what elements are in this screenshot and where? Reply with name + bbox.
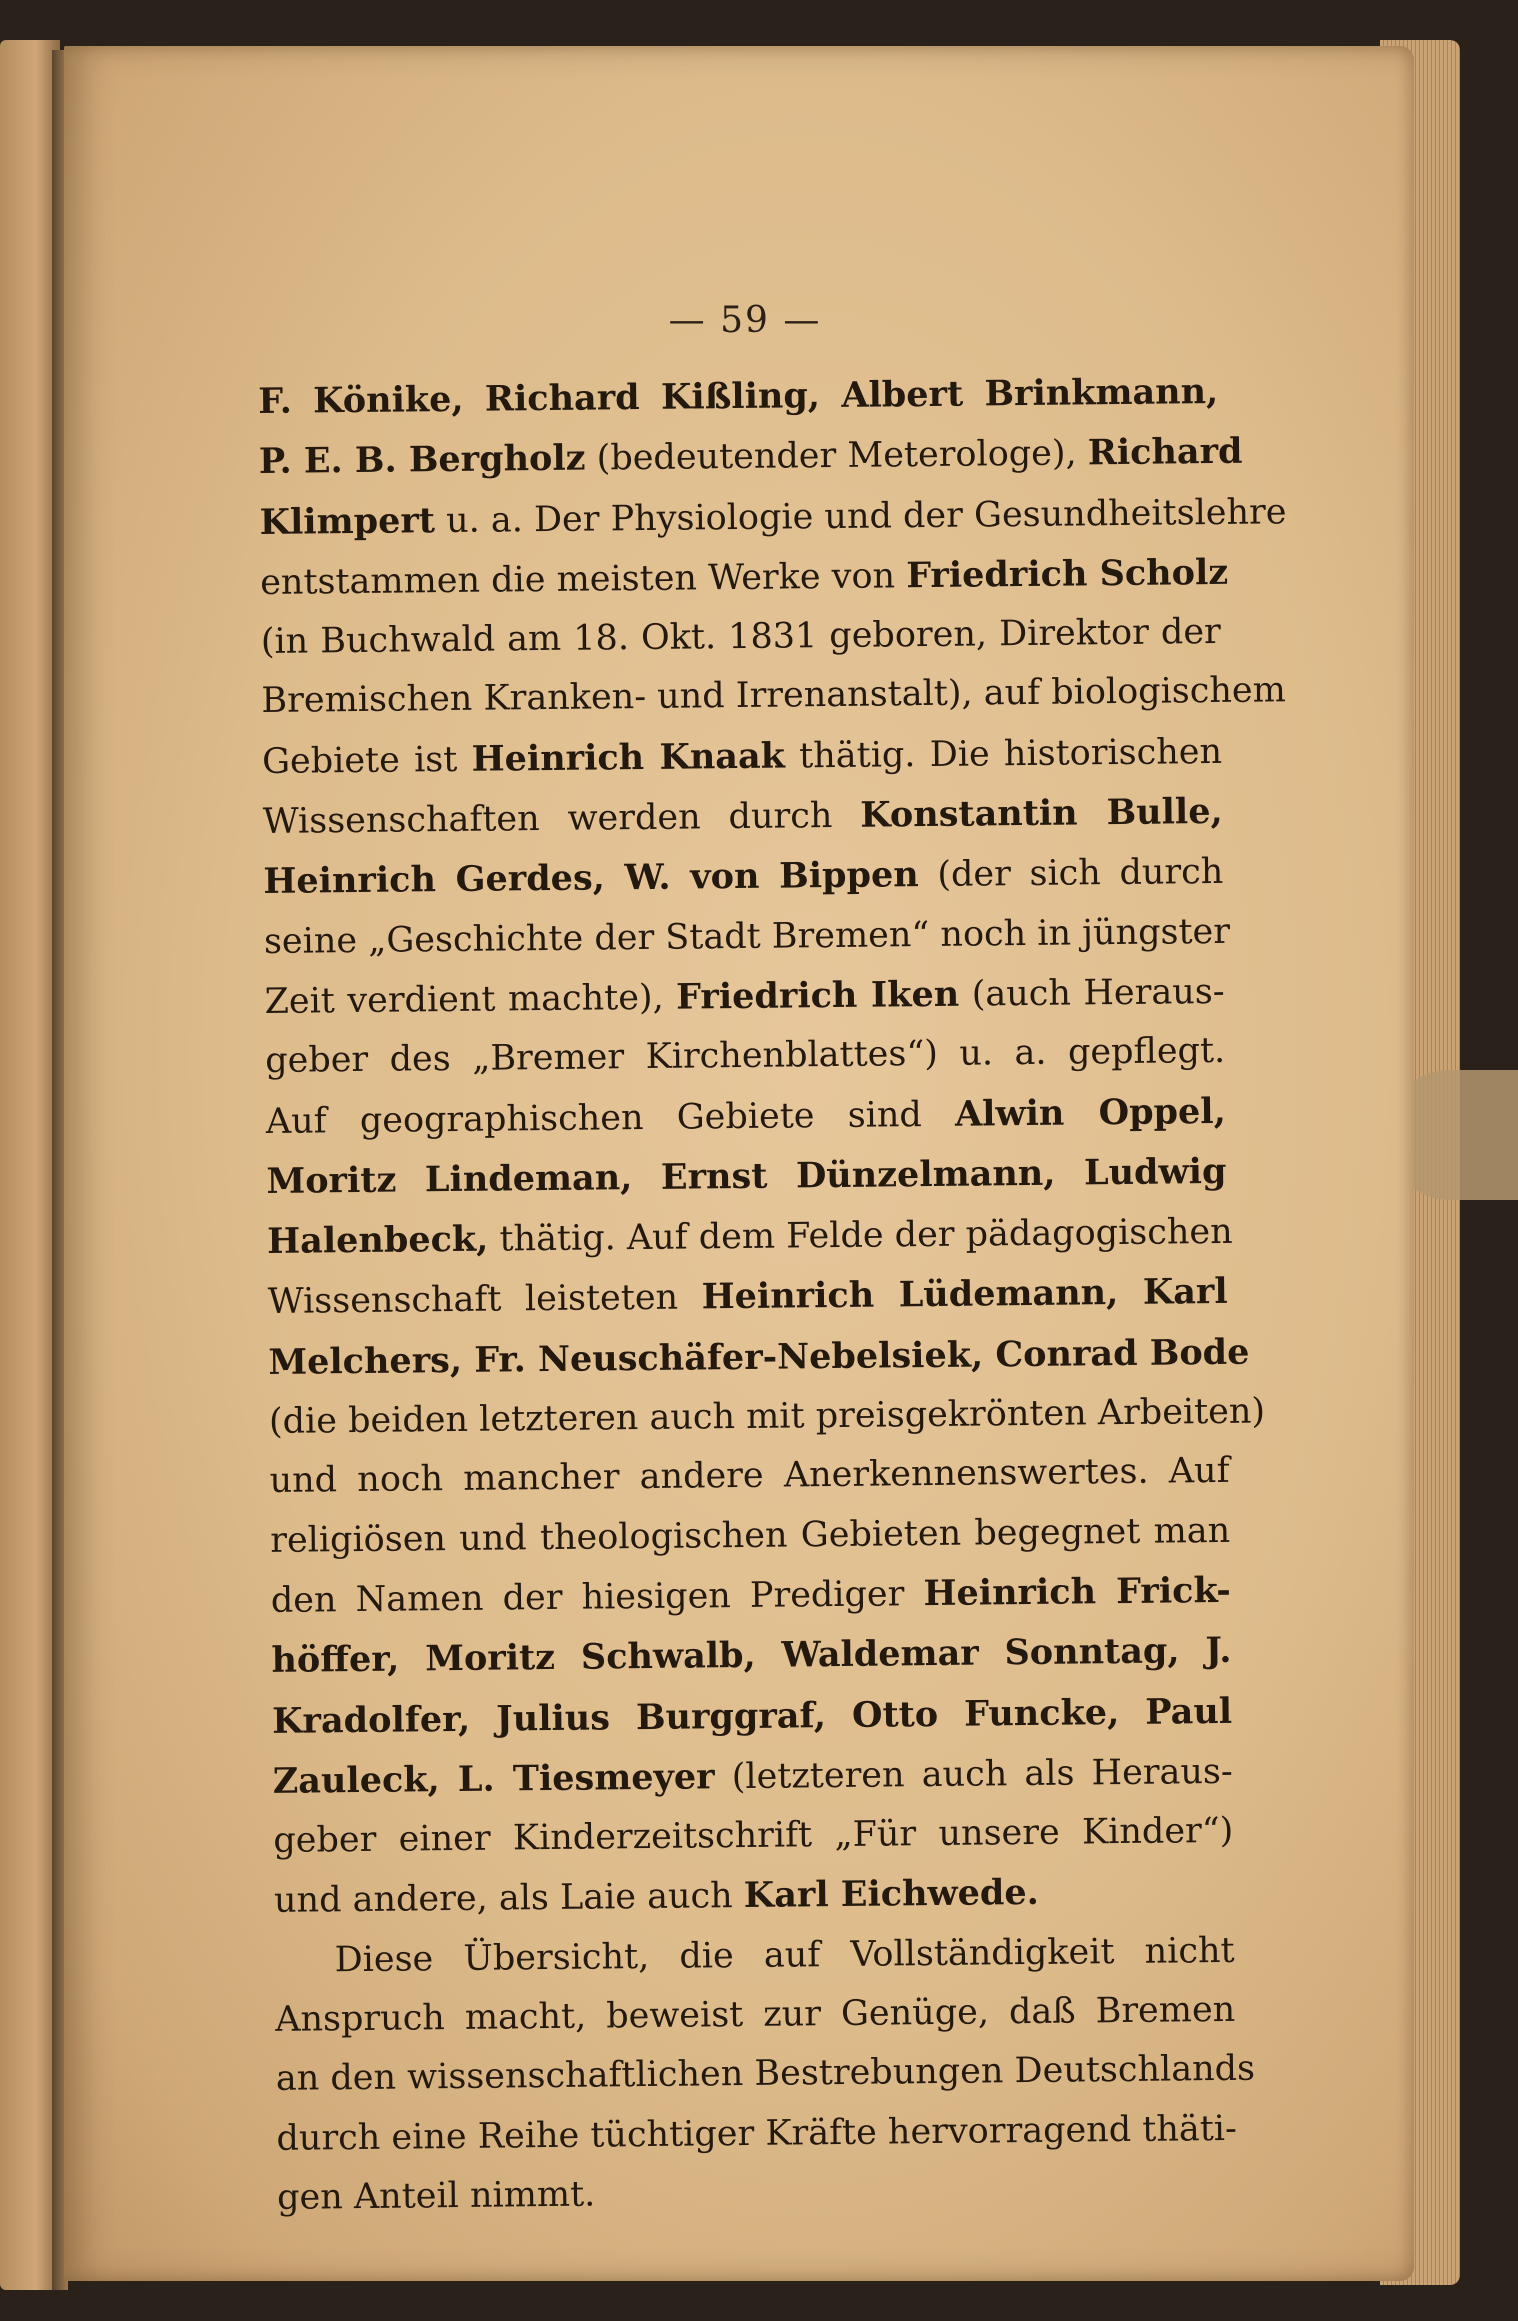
left-page-edge xyxy=(0,40,60,2290)
name-text: Kradolfer, Julius Burggraf, Otto Funcke, Paul xyxy=(271,1690,1233,1742)
text-run: und noch mancher andere Anerkennenswertes. Auf xyxy=(269,1451,1230,1502)
name-text: F. Könike, Richard Kißling, Albert Brinkmann, xyxy=(258,370,1219,422)
text-line xyxy=(261,662,1286,731)
body-text xyxy=(258,362,1287,2228)
text-line xyxy=(262,722,1223,792)
text-line xyxy=(274,1861,1235,1931)
text-line xyxy=(259,483,1287,553)
text-run: Gebiete ist xyxy=(261,739,472,782)
text-line xyxy=(274,1922,1235,1991)
text-run: Diese Übersicht, die auf Vollständigkeit nicht xyxy=(334,1930,1235,1981)
text-line xyxy=(263,903,1231,972)
text-run: (letzteren auch als Heraus- xyxy=(714,1751,1233,1798)
name-text: Heinrich Lüdemann, Karl xyxy=(701,1271,1228,1318)
name-text: Alwin Oppel, xyxy=(954,1090,1227,1135)
text-run: an den wissenschaftlichen Bestrebungen Deutschlands xyxy=(275,2048,1256,2100)
name-text: Klimpert xyxy=(259,499,436,543)
text-line xyxy=(262,782,1223,852)
name-text: höffer, Moritz Schwalb, Waldemar Sonntag, J. xyxy=(271,1630,1232,1682)
text-run: u. a. Der Physiologie und der Gesundheitslehre xyxy=(434,491,1287,541)
text-run: thätig. Auf dem Felde der pädagogischen xyxy=(488,1211,1233,1260)
text-line xyxy=(266,1202,1233,1272)
text-run: Bremischen Kranken- und Irrenanstalt), auf biologischem xyxy=(261,670,1286,722)
text-line xyxy=(275,2040,1256,2109)
text-line xyxy=(259,543,1229,613)
name-text: P. E. B. Bergholz xyxy=(258,437,586,483)
text-line xyxy=(271,1561,1232,1631)
name-text: Melchers, Fr. Neuschäfer-Nebelsiek, Conrad Bode xyxy=(268,1331,1250,1383)
text-line xyxy=(258,362,1219,432)
text-line xyxy=(272,1681,1233,1751)
name-text: Heinrich Gerdes, W. von Bippen xyxy=(263,854,919,903)
text-run: und andere, als Laie auch xyxy=(273,1876,745,1922)
page-number: — 59 — xyxy=(668,300,822,341)
text-line xyxy=(276,2099,1237,2168)
text-run: (in Buchwald am 18. Okt. 1831 geboren, Direktor der xyxy=(260,612,1221,663)
name-text: Karl Eichwede. xyxy=(743,1872,1040,1917)
name-text: Moritz Lindeman, Ernst Dünzelmann, Ludwig xyxy=(266,1150,1227,1202)
text-line xyxy=(270,1502,1231,1571)
text-run: thätig. Die historischen xyxy=(784,731,1223,777)
text-run: seine „Geschichte der Stadt Bremen“ noch in jüngster xyxy=(263,911,1231,962)
text-line xyxy=(275,1981,1236,2050)
text-run: (bedeutender Meterologe), xyxy=(585,433,1089,479)
name-text: Heinrich Knaak xyxy=(471,735,786,780)
text-run: Zeit verdient machte), xyxy=(264,977,677,1022)
name-text: Heinrich Frick- xyxy=(923,1569,1232,1615)
name-text: Richard xyxy=(1087,430,1243,474)
text-line xyxy=(261,603,1222,672)
text-run: religiösen und theologischen Gebieten begegnet man xyxy=(270,1510,1231,1561)
text-run: (auch Heraus- xyxy=(959,971,1225,1015)
name-text: Friedrich Scholz xyxy=(905,551,1229,597)
text-line xyxy=(264,962,1225,1032)
text-line xyxy=(266,1142,1227,1212)
text-line xyxy=(272,1742,1233,1812)
text-run: (die beiden letzteren auch mit preisgekrönten Arbeiten) xyxy=(268,1391,1266,1442)
text-line xyxy=(258,422,1243,492)
text-run: Auf geographischen Gebiete sind xyxy=(265,1094,956,1142)
text-run: Wissenschaft leisteten xyxy=(267,1277,702,1323)
text-line xyxy=(265,1022,1226,1091)
text-line xyxy=(269,1442,1230,1511)
text-line xyxy=(277,2159,1238,2228)
text-run: den Namen der hiesigen Prediger xyxy=(270,1574,924,1621)
name-text: Konstantin Bulle, xyxy=(860,791,1223,836)
text-run: gen Anteil nimmt. xyxy=(276,2174,596,2218)
name-text: Zauleck, L. Tiesmeyer xyxy=(272,1756,715,1802)
text-run: geber des „Bremer Kirchenblattes“) u. a. gepflegt. xyxy=(265,1031,1226,1082)
text-run: entstammen die meisten Werke von xyxy=(259,556,907,603)
text-line xyxy=(266,1081,1227,1151)
name-text: Friedrich Iken xyxy=(675,973,960,1018)
text-run: Anspruch macht, beweist zur Genüge, daß Bremen xyxy=(275,1989,1236,2040)
text-line xyxy=(273,1802,1234,1871)
text-line xyxy=(271,1621,1232,1691)
text-run: geber einer Kinderzeitschrift „Für unsere Kinder“) xyxy=(273,1810,1234,1862)
text-line xyxy=(268,1323,1250,1393)
text-line xyxy=(267,1262,1228,1332)
text-run: Wissenschaften werden durch xyxy=(262,795,861,843)
name-text: Halenbeck, xyxy=(266,1218,489,1263)
text-run: (der sich durch xyxy=(918,852,1224,896)
text-line xyxy=(268,1383,1266,1452)
text-run: durch eine Reihe tüchtiger Kräfte hervorragend thäti- xyxy=(276,2108,1238,2159)
text-line xyxy=(263,842,1224,912)
